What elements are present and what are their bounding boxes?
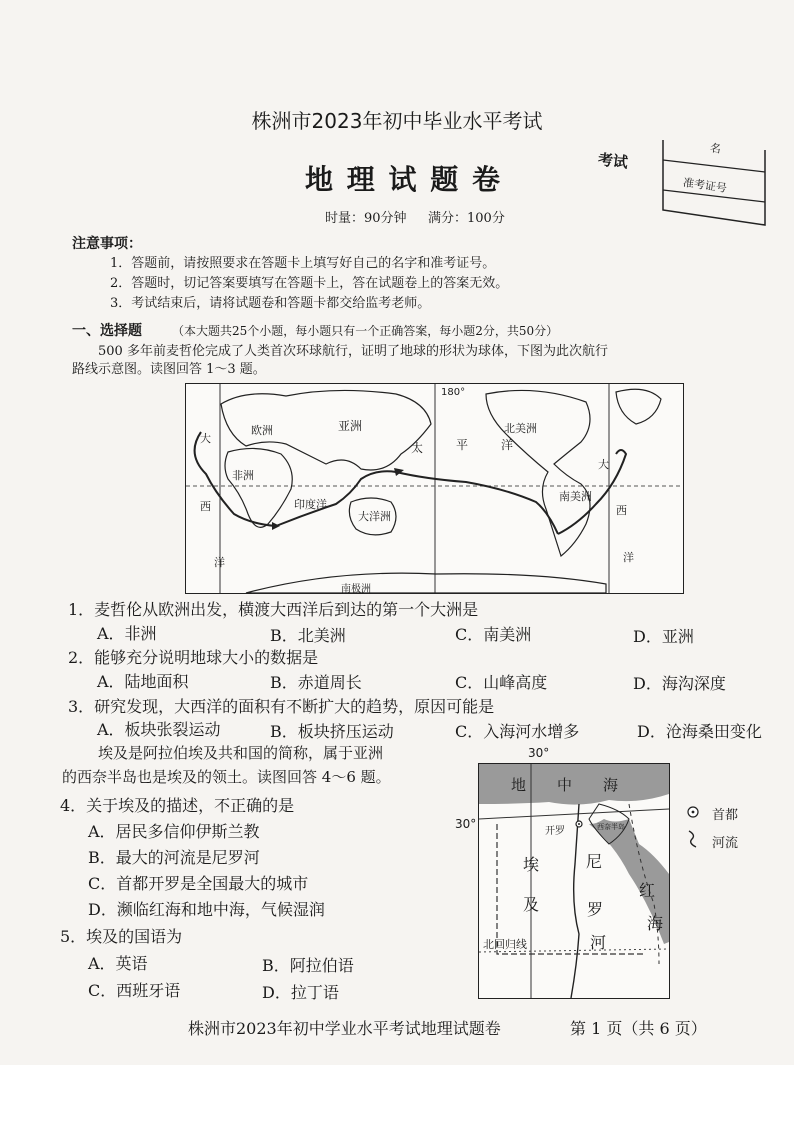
notice-item: 2．答题时，切记答案要填写在答题卡上，答在试题卷上的答案无效。 [110,276,509,291]
sea-label: 海 [603,776,619,794]
side-name-char: 名 [709,141,722,156]
label-atlantic-left: 西 [200,500,211,513]
question-option[interactable]: B．阿拉伯语 [262,956,354,975]
label-atlantic-left: 洋 [214,556,225,569]
question-option[interactable]: D．拉丁语 [262,983,339,1002]
sea-label: 地 [511,776,527,794]
label-pacific: 太 [411,441,424,455]
question-option[interactable]: C．西班牙语 [88,981,181,1000]
egypt-intro-line1: 埃及是阿拉伯埃及共和国的简称，属于亚洲 [98,744,384,762]
question-option[interactable]: D．濒临红海和地中海，气候湿润 [88,900,325,919]
nile-label: 河 [590,933,607,952]
question-stem: 4．关于埃及的描述，不正确的是 [60,796,295,815]
tropic-label: 北回归线 [483,938,527,951]
question-option[interactable]: A．陆地面积 [97,672,189,691]
label-pacific: 洋 [501,438,514,452]
label-atlantic-right: 洋 [623,551,634,564]
egypt-label: 埃 [523,855,540,874]
question-option[interactable]: C．山峰高度 [455,673,548,692]
label-europe: 欧洲 [251,424,273,437]
label-indian-ocean: 印度洋 [294,498,327,511]
section-heading: 一、选择题 [72,323,142,339]
world-route-map [185,383,684,594]
notice-item: 1．答题前，请按照要求在答题卡上填写好自己的名字和准考证号。 [110,256,496,271]
label-atlantic-right: 大 [598,458,609,471]
question-stem: 5．埃及的国语为 [60,927,183,946]
label-asia: 亚洲 [338,419,363,433]
question-option[interactable]: D．亚洲 [633,627,694,646]
side-tag: 考试 [597,150,629,172]
question-stem: 2．能够充分说明地球大小的数据是 [68,648,319,667]
question-option[interactable]: A．英语 [88,954,148,973]
red-sea-label: 红 [639,881,656,900]
subject-title: 地 理 试 题 卷 [305,163,502,196]
question-option[interactable]: D．沧海桑田变化 [637,722,762,741]
question-option[interactable]: C．入海河水增多 [455,722,580,741]
question-option[interactable]: D．海沟深度 [633,674,726,693]
egypt-lat-label: 30° [455,817,477,831]
score-label: 满分：100分 [428,211,505,226]
question-option[interactable]: A．非洲 [97,624,157,643]
question-option[interactable]: B．板块挤压运动 [270,722,394,741]
question-option[interactable]: A．板块张裂运动 [97,720,221,739]
question-option[interactable]: A．居民多信仰伊斯兰教 [88,822,260,841]
label-north-america: 北美洲 [504,422,537,435]
label-atlantic-right: 西 [616,504,627,517]
page-number: 第 1 页（共 6 页） [570,1019,707,1038]
cairo-label: 开罗 [545,826,565,837]
footer-title: 株洲市2023年初中学业水平考试地理试题卷 [188,1019,501,1038]
exam-title: 株洲市2023年初中毕业水平考试 [251,109,543,133]
egypt-lon-label: 30° [528,746,550,760]
world-map-drawing [186,384,683,593]
label-pacific: 平 [456,438,469,452]
label-africa: 非洲 [232,469,254,482]
capital-symbol-icon [686,805,700,819]
question-option[interactable]: C．南美洲 [455,625,532,644]
time-label: 时量：90分钟 [325,211,407,226]
section-intro-line2: 路线示意图。读图回答 1～3 题。 [72,362,266,377]
section-heading-note: （本大题共25个小题，每小题只有一个正确答案，每小题2分，共50分） [172,324,559,338]
lon-180-label: 180° [441,387,466,398]
label-oceania: 大洋洲 [358,510,391,523]
label-atlantic-left: 大 [200,432,211,445]
question-option[interactable]: B．北美洲 [270,626,346,645]
sinai-label: 西奈半岛 [597,823,625,831]
question-option[interactable]: B．最大的河流是尼罗河 [88,848,260,867]
nile-label: 尼 [586,852,603,871]
nile-label: 罗 [587,900,604,919]
question-option[interactable]: B．赤道周长 [270,673,362,692]
notice-heading: 注意事项： [72,236,142,252]
egypt-label: 及 [523,895,540,914]
red-sea-label: 海 [647,914,664,933]
legend-river: 河流 [712,836,739,851]
question-stem: 3．研究发现，大西洋的面积有不断扩大的趋势，原因可能是 [68,697,495,716]
river-symbol-icon [686,830,700,848]
label-south-america: 南美洲 [559,490,592,503]
exam-id-label: 准考证号 [682,175,728,195]
section-intro-line1: 500 多年前麦哲伦完成了人类首次环球航行，证明了地球的形状为球体，下图为此次航行 [98,344,608,359]
egypt-map [478,763,670,999]
notice-item: 3．考试结束后，请将试题卷和答题卡都交给监考老师。 [110,296,431,311]
label-antarctica: 南极洲 [341,584,371,594]
egypt-intro-line2: 的西奈半岛也是埃及的领土。读图回答 4～6 题。 [62,768,391,786]
sea-label: 中 [557,776,573,794]
question-option[interactable]: C．首都开罗是全国最大的城市 [88,874,309,893]
legend-capital: 首都 [712,808,739,823]
question-stem: 1．麦哲伦从欧洲出发，横渡大西洋后到达的第一个大洲是 [68,600,479,619]
